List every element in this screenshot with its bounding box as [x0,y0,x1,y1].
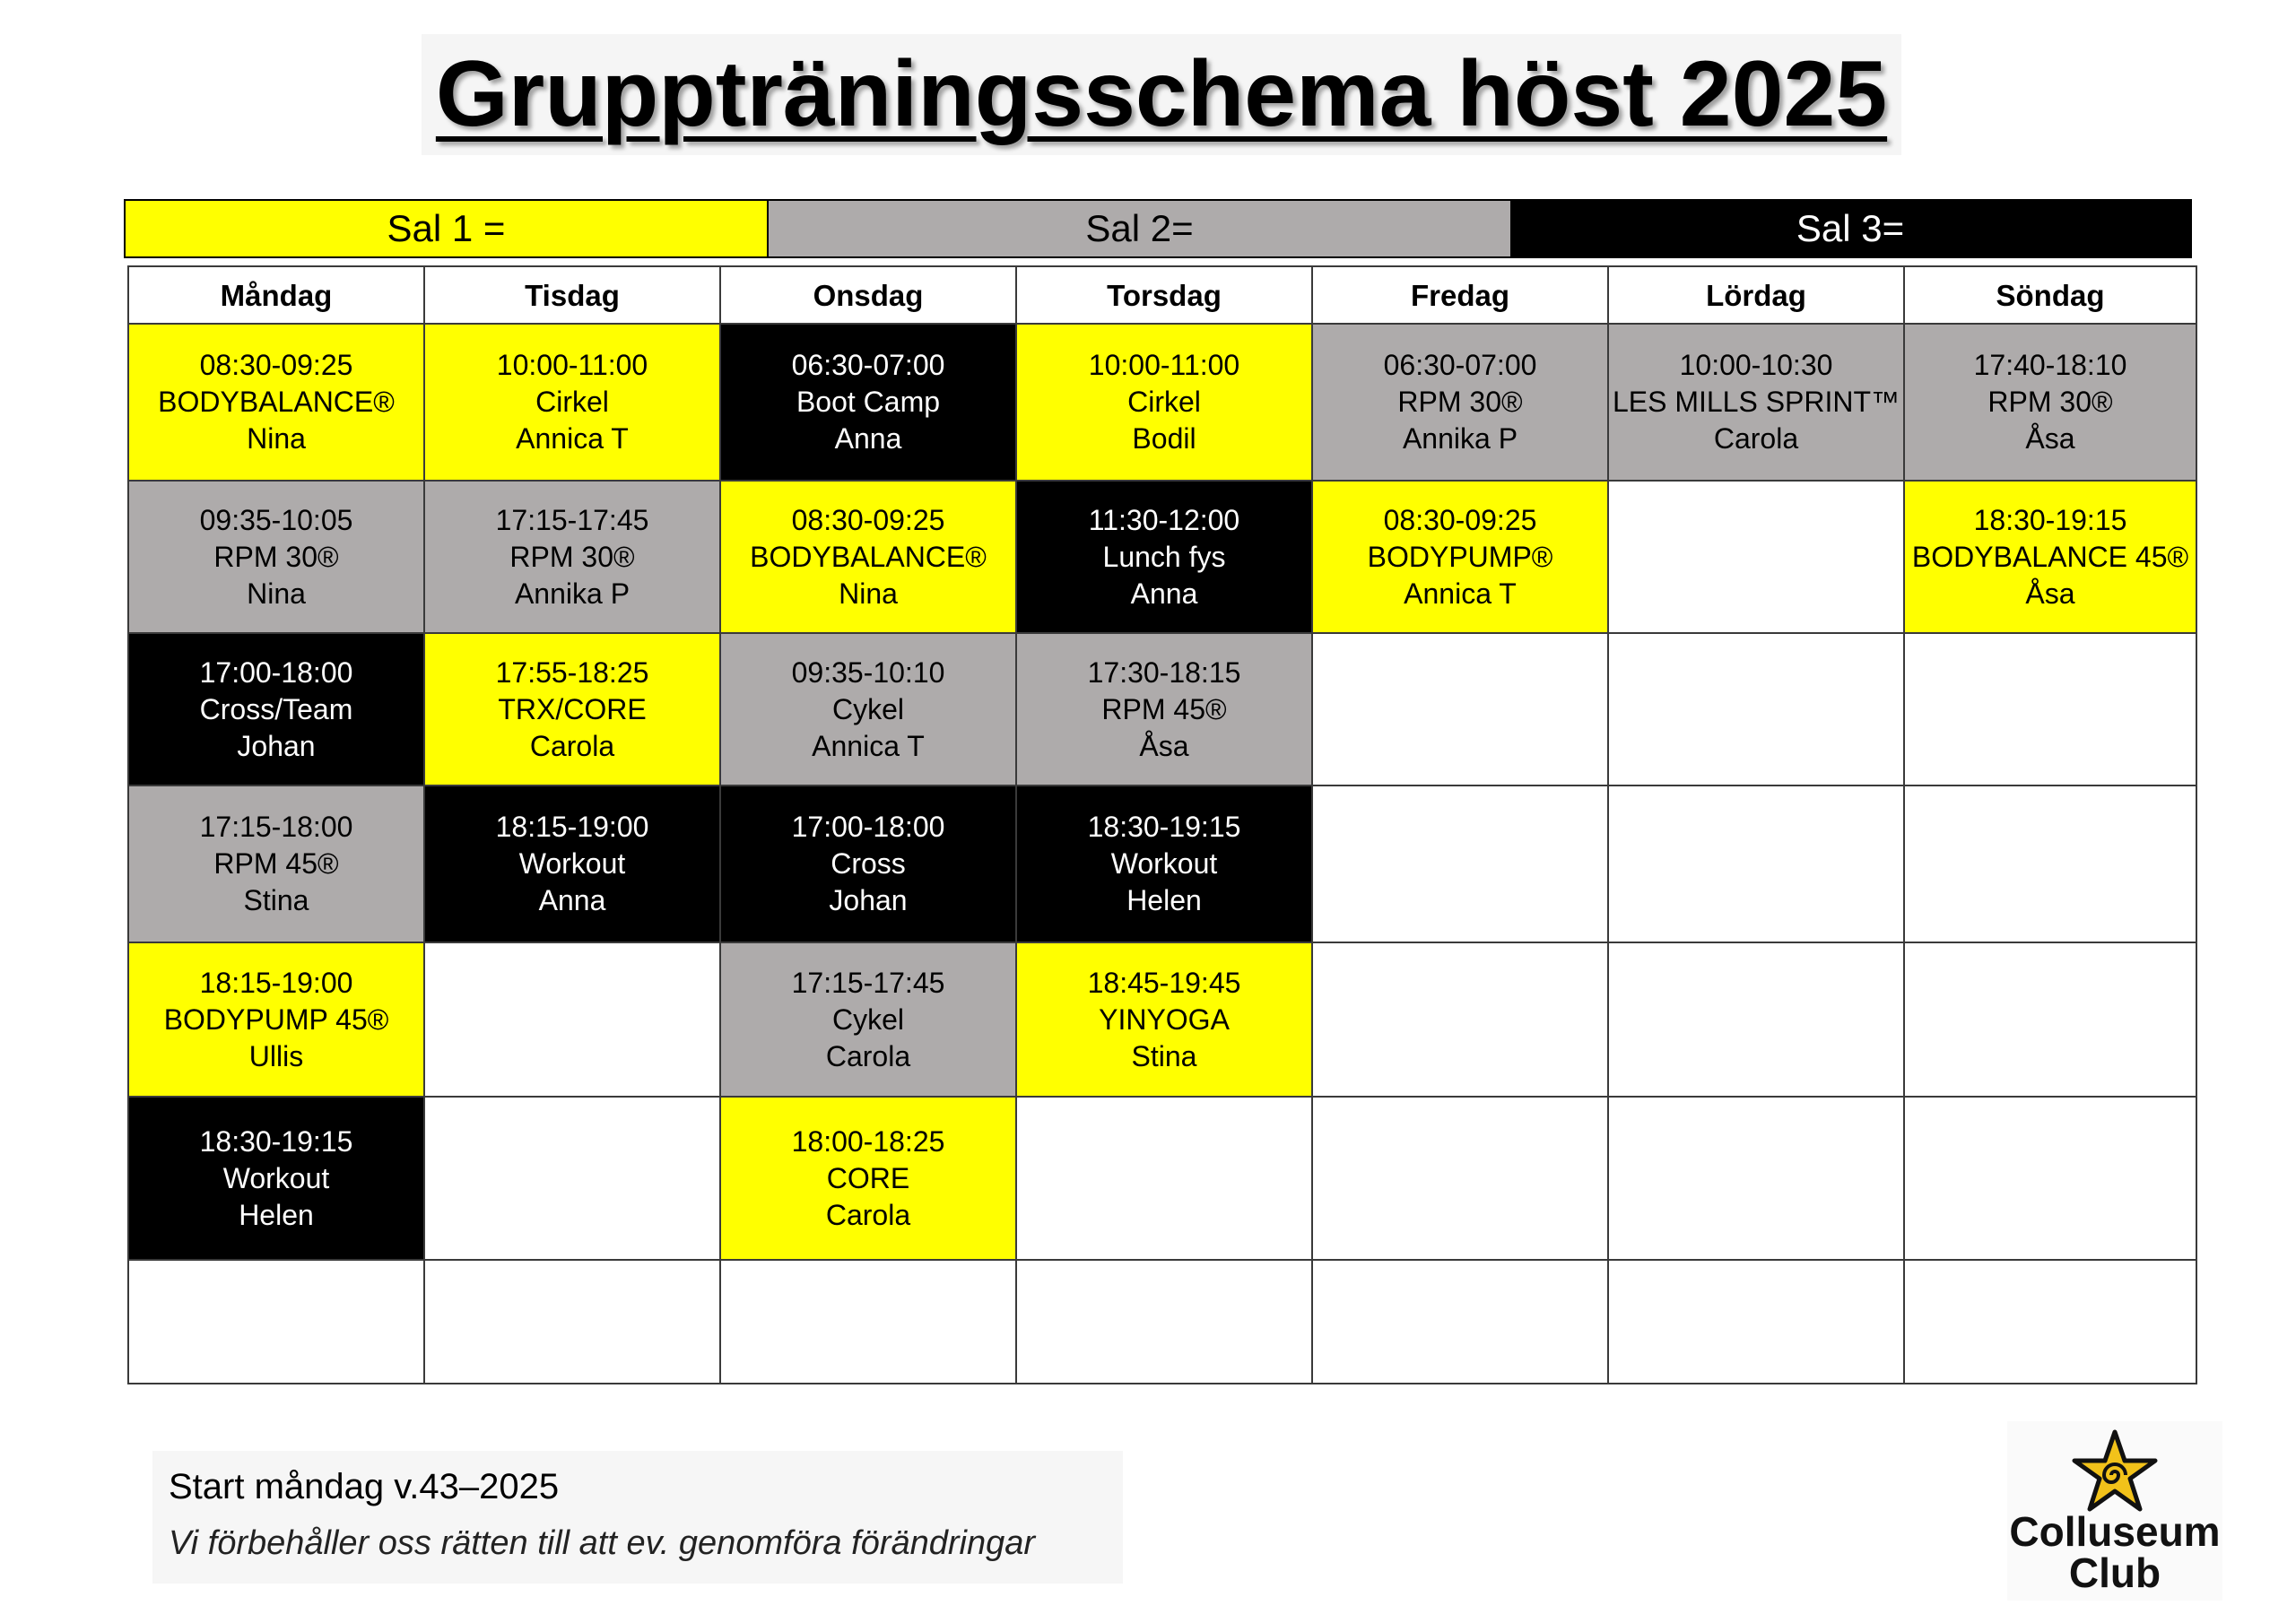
schedule-body [128,324,2196,1384]
class-time: 18:00-18:25 [791,1124,945,1158]
class-class: RPM 30® [1397,386,1523,418]
class-instructor: Åsa [2025,577,2075,610]
class-class: LES MILLS SPRINT™ [1612,386,1900,418]
class-cell-wednesday [720,481,1016,633]
class-class: RPM 30® [213,540,339,573]
class-cell-thursday [1016,324,1312,481]
class-time: 18:30-19:15 [1087,811,1241,843]
class-cell-friday [1312,785,1608,942]
class-cell-sunday [1904,633,2196,785]
class-time: 06:30-07:00 [1383,349,1537,381]
class-cell-sunday [1904,1260,2196,1384]
class-cell-wednesday [720,633,1016,785]
class-class: TRX/CORE [498,692,647,725]
class-time: 10:00-11:00 [496,349,648,381]
class-instructor: Nina [247,422,306,455]
class-instructor: Nina [839,577,898,610]
day-header-friday: Fredag [1312,266,1608,324]
legend-sal-1: Sal 1 = [126,201,769,256]
class-cell-monday [128,1097,424,1260]
class-time: 18:30-19:15 [199,1124,353,1158]
class-cell-thursday [1016,942,1312,1097]
class-time: 18:45-19:45 [1087,966,1241,999]
class-instructor: Helen [1126,884,1202,916]
class-instructor: Annika P [1402,422,1518,455]
schedule-row [128,942,2196,1097]
class-class: Workout [1110,847,1218,880]
class-cell-tuesday [424,1097,720,1260]
class-time: 17:15-17:45 [495,503,649,536]
class-class: Cirkel [1127,386,1201,418]
class-cell-tuesday [424,785,720,942]
schedule-row [128,481,2196,633]
class-cell-thursday [1016,785,1312,942]
page-title: Gruppträningsschema höst 2025 [435,42,1888,146]
class-time: 17:40-18:10 [1973,349,2127,381]
class-time: 08:30-09:25 [199,349,353,381]
class-instructor: Anna [1130,577,1198,610]
class-cell-tuesday [424,324,720,481]
class-cell-monday [128,942,424,1097]
logo-text [2007,1508,2222,1596]
class-instructor: Stina [1131,1039,1197,1072]
class-cell-wednesday [720,942,1016,1097]
schedule-row [128,633,2196,785]
class-cell-sunday [1904,1097,2196,1260]
class-cell-friday [1312,942,1608,1097]
class-cell-friday [1312,1260,1608,1384]
class-instructor: Stina [243,884,309,916]
class-instructor: Nina [247,577,306,610]
class-cell-thursday [1016,481,1312,633]
class-instructor: Johan [237,729,316,762]
class-cell-monday [128,481,424,633]
class-cell-sunday [1904,785,2196,942]
class-instructor: Annica T [812,729,925,762]
class-cell-monday [128,324,424,481]
class-class: RPM 45® [1101,692,1227,725]
class-cell-wednesday [720,1260,1016,1384]
logo-line-1: Colluseum [2009,1508,2221,1555]
class-time: 17:00-18:00 [791,811,945,843]
class-cell-wednesday [720,785,1016,942]
class-cell-sunday [1904,942,2196,1097]
class-class: Cirkel [535,386,609,418]
class-time: 17:55-18:25 [495,655,649,689]
star-logo-icon [2070,1428,2160,1515]
schedule-row [128,1260,2196,1384]
day-header-monday: Måndag [128,266,424,324]
day-header-tuesday: Tisdag [424,266,720,324]
class-cell-saturday [1608,1097,1904,1260]
class-instructor: Annica T [1404,577,1517,610]
schedule-table [127,265,2197,1384]
schedule-row [128,785,2196,942]
class-cell-monday [128,633,424,785]
class-time: 18:30-19:15 [1973,503,2127,536]
legend-sal-3: Sal 3= [1510,201,2190,256]
class-class: CORE [826,1161,910,1194]
class-class: BODYBALANCE 45® [1911,540,2189,573]
class-instructor: Anna [834,422,902,455]
class-cell-friday [1312,324,1608,481]
class-class: RPM 45® [213,847,339,880]
class-class: Lunch fys [1102,540,1226,573]
class-cell-friday [1312,1097,1608,1260]
class-instructor: Carola [825,1198,911,1231]
class-class: BODYPUMP 45® [163,1002,389,1036]
class-cell-sunday [1904,481,2196,633]
title-band [422,34,1901,155]
class-time: 06:30-07:00 [791,349,945,381]
day-header-saturday: Lördag [1608,266,1904,324]
class-instructor: Anna [538,884,606,916]
class-cell-saturday [1608,1260,1904,1384]
class-instructor: Ullis [248,1039,304,1072]
class-time: 08:30-09:25 [791,503,945,536]
start-date-text: Start måndag v.43–2025 [169,1467,560,1506]
class-cell-friday [1312,481,1608,633]
class-class: BODYBALANCE® [750,540,987,573]
class-instructor: Carola [529,729,615,762]
room-legend [124,199,2192,258]
schedule-row [128,324,2196,481]
class-class: YINYOGA [1099,1002,1230,1036]
class-cell-saturday [1608,324,1904,481]
class-instructor: Åsa [1139,729,1189,762]
day-header-wednesday: Onsdag [720,266,1016,324]
class-cell-wednesday [720,1097,1016,1260]
day-header-thursday: Torsdag [1016,266,1312,324]
class-instructor: Johan [829,884,908,916]
class-instructor: Åsa [2025,422,2075,455]
class-cell-saturday [1608,633,1904,785]
class-time: 09:35-10:10 [791,655,945,689]
class-cell-monday [128,1260,424,1384]
disclaimer-text: Vi förbehåller oss rätten till att ev. genomföra förändringar [169,1524,1035,1562]
class-time: 11:30-12:00 [1088,503,1240,536]
class-time: 17:00-18:00 [199,655,353,689]
class-cell-tuesday [424,633,720,785]
class-cell-tuesday [424,1260,720,1384]
class-class: Cykel [831,1002,904,1036]
class-instructor: Helen [239,1198,314,1231]
class-cell-friday [1312,633,1608,785]
class-cell-tuesday [424,481,720,633]
class-instructor: Carola [1713,422,1799,455]
class-time: 17:15-18:00 [199,811,353,843]
class-cell-thursday [1016,1260,1312,1384]
class-class: BODYPUMP® [1367,540,1553,573]
class-cell-monday [128,785,424,942]
class-time: 17:15-17:45 [791,966,945,999]
class-cell-saturday [1608,785,1904,942]
day-header-row [128,266,2196,324]
class-cell-wednesday [720,324,1016,481]
class-time: 09:35-10:05 [199,503,353,536]
legend-sal-2: Sal 2= [769,201,1510,256]
class-class: Workout [222,1161,330,1194]
class-class: Cykel [831,692,904,725]
class-cell-thursday [1016,633,1312,785]
class-time: 18:15-19:00 [199,966,353,999]
class-class: Cross/Team [199,692,353,725]
day-header-sunday: Söndag [1904,266,2196,324]
class-cell-sunday [1904,324,2196,481]
logo-line-2: Club [2068,1549,2161,1596]
class-instructor: Annica T [516,422,629,455]
class-class: RPM 30® [509,540,635,573]
class-class: RPM 30® [1987,386,2113,418]
class-class: Workout [518,847,626,880]
class-class: Cross [831,847,906,880]
class-time: 18:15-19:00 [495,811,649,843]
class-time: 10:00-10:30 [1679,349,1833,381]
class-time: 08:30-09:25 [1383,503,1537,536]
class-cell-thursday [1016,1097,1312,1260]
class-cell-saturday [1608,481,1904,633]
class-instructor: Bodil [1132,422,1196,455]
class-time: 17:30-18:15 [1087,655,1241,689]
class-class: Boot Camp [796,386,941,418]
class-cell-tuesday [424,942,720,1097]
class-instructor: Annika P [514,577,631,610]
schedule-row [128,1097,2196,1260]
class-instructor: Carola [825,1039,911,1072]
class-cell-saturday [1608,942,1904,1097]
club-logo [2007,1421,2222,1601]
class-time: 10:00-11:00 [1088,349,1240,381]
class-class: BODYBALANCE® [158,386,395,418]
